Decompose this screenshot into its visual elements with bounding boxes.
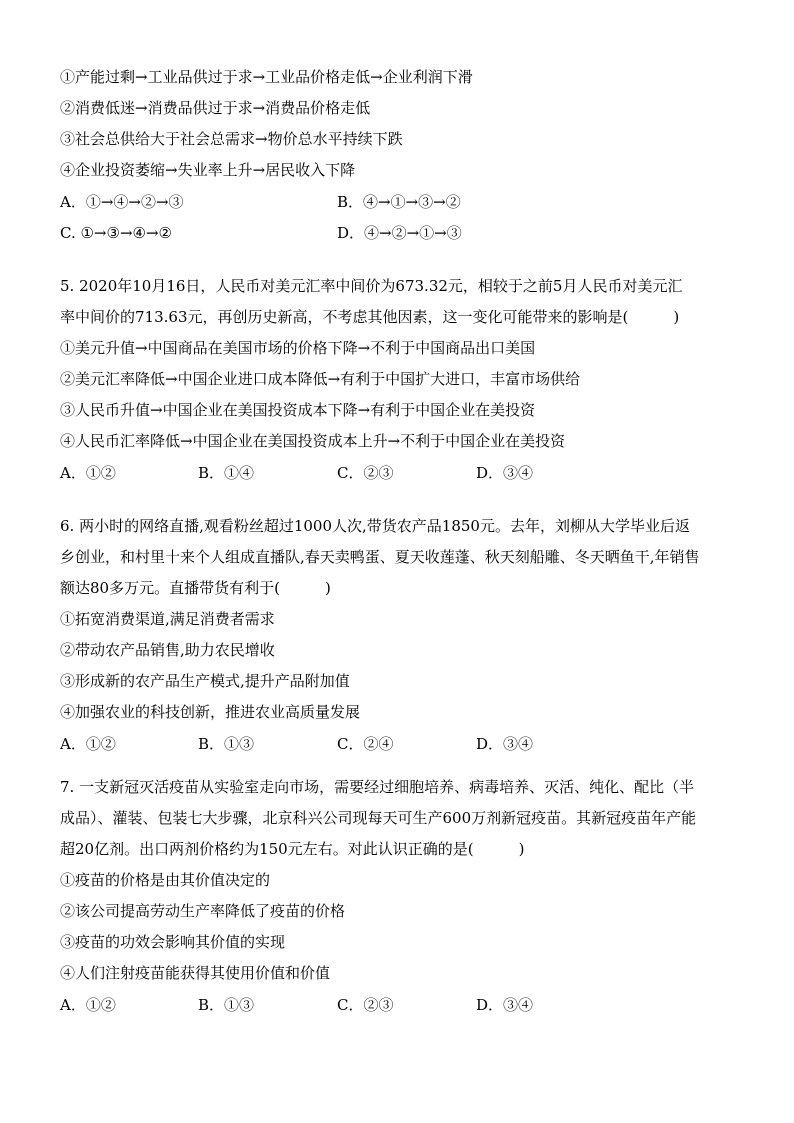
q5-option-d: D．③④	[476, 464, 534, 482]
q6-option-d: D．③④	[476, 735, 534, 753]
q6-item-1: ①拓宽消费渠道,满足消费者需求	[60, 610, 275, 628]
q6-option-b: B．①③	[198, 735, 255, 753]
q4-option-c: C. ①→③→④→②	[60, 224, 172, 242]
q7-option-b: B．①③	[198, 996, 255, 1014]
q7-item-2: ②该公司提高劳动生产率降低了疫苗的价格	[60, 902, 346, 920]
q6-stem-line-3: 额达80多万元。直播带货有利于( )	[60, 579, 331, 597]
q5-item-2: ②美元汇率降低→中国企业进口成本降低→有利于中国扩大进口，丰富市场供给	[60, 370, 581, 388]
q4-option-d: D．④→②→①→③	[337, 224, 462, 242]
q7-stem-line-2: 成品）、灌装、包装七大步骤，北京科兴公司现每天可生产600万剂新冠疫苗。其新冠疫苗年产能	[60, 809, 697, 827]
q6-stem-line-1: 6. 两小时的网络直播,观看粉丝超过1000人次,带货农产品1850元。去年，刘柳从大学毕业后返	[60, 517, 690, 535]
q7-item-1: ①疫苗的价格是由其价值决定的	[60, 871, 271, 889]
q5-option-b: B．①④	[198, 464, 255, 482]
q4-item-3: ③社会总供给大于社会总需求→物价总水平持续下跌	[60, 130, 403, 148]
q7-option-a: A．①②	[60, 996, 116, 1014]
q6-option-c: C．②④	[337, 735, 394, 753]
q5-stem-line-2: 率中间价的713.63元，再创历史新高，不考虑其他因素，这一变化可能带来的影响是( )	[60, 308, 680, 326]
q7-stem-line-1: 7. 一支新冠灭活疫苗从实验室走向市场，需要经过细胞培养、病毒培养、灭活、纯化、配比（半	[60, 778, 695, 796]
q4-item-4: ④企业投资萎缩→失业率上升→居民收入下降	[60, 161, 356, 179]
q5-option-a: A．①②	[60, 464, 116, 482]
q7-item-4: ④人们注射疫苗能获得其使用价值和价值	[60, 964, 331, 982]
q6-item-3: ③形成新的农产品生产模式,提升产品附加值	[60, 672, 350, 690]
q5-item-1: ①美元升值→中国商品在美国市场的价格下降→不利于中国商品出口美国	[60, 339, 536, 357]
q4-item-1: ①产能过剩→工业品供过于求→工业品价格走低→企业利润下滑	[60, 68, 473, 86]
q4-item-2: ②消费低迷→消费品供过于求→消费品价格走低	[60, 99, 371, 117]
q5-stem-line-1: 5. 2020年10月16日，人民币对美元汇率中间价为673.32元，相较于之前5月人民币对美元汇	[60, 277, 683, 295]
q6-option-a: A．①②	[60, 735, 116, 753]
q7-option-c: C．②③	[337, 996, 394, 1014]
q4-option-b: B．④→①→③→②	[337, 193, 461, 211]
q5-item-3: ③人民币升值→中国企业在美国投资成本下降→有利于中国企业在美投资	[60, 401, 536, 419]
q7-item-3: ③疫苗的功效会影响其价值的实现	[60, 933, 286, 951]
q6-item-2: ②带动农产品销售,助力农民增收	[60, 641, 275, 659]
q4-option-a: A．①→④→②→③	[60, 193, 184, 211]
q6-item-4: ④加强农业的科技创新，推进农业高质量发展	[60, 703, 361, 721]
q6-stem-line-2: 乡创业，和村里十来个人组成直播队,春天卖鸭蛋、夏天收莲蓬、秋天刻船雕、冬天晒鱼干,年销售	[60, 548, 700, 566]
q7-stem-line-3: 超20亿剂。出口两剂价格约为150元左右。对此认识正确的是( )	[60, 840, 525, 858]
q5-item-4: ④人民币汇率降低→中国企业在美国投资成本上升→不利于中国企业在美投资	[60, 432, 566, 450]
q7-option-d: D．③④	[476, 996, 534, 1014]
q5-option-c: C．②③	[337, 464, 394, 482]
